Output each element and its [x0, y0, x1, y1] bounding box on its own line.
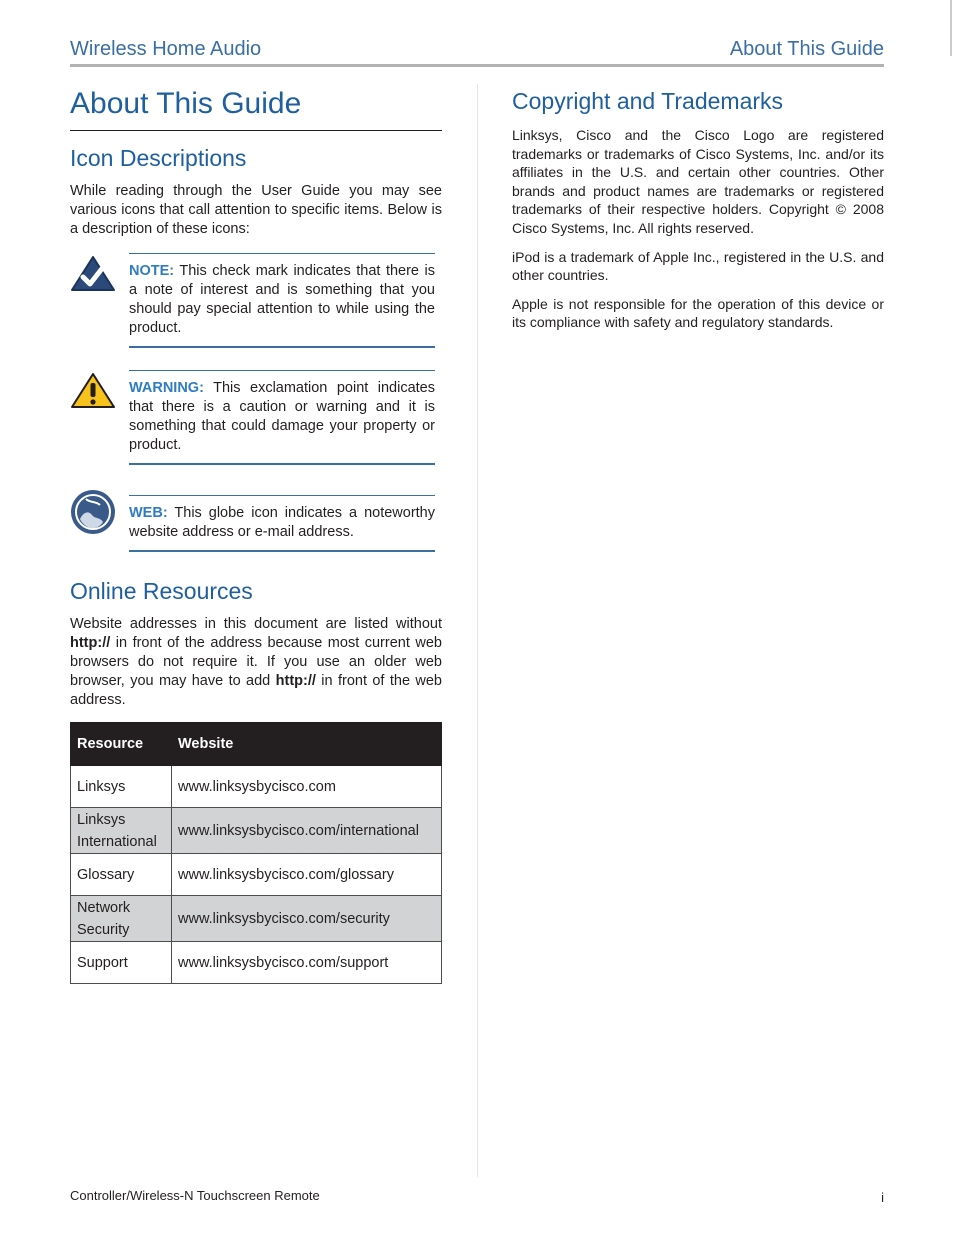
right-column [512, 86, 884, 332]
table-row [71, 942, 442, 984]
web-description: This globe icon indicates a noteworthy website address or e-mail address. [129, 505, 435, 540]
web-box [129, 495, 435, 552]
checkmark-icon [70, 255, 116, 293]
ipod-paragraph: iPod is a trademark of Apple Inc., registered in the U.S. and other countries. [512, 248, 884, 284]
website-cell: www.linksysbycisco.com/international [172, 808, 442, 854]
icon-descriptions-heading: Icon Descriptions [70, 145, 247, 171]
running-header-right: About This Guide [729, 38, 884, 60]
resource-cell: Glossary [71, 854, 172, 896]
website-cell: www.linksysbycisco.com/support [172, 942, 442, 984]
table-row [71, 854, 442, 896]
table-header-row [71, 723, 442, 766]
resource-cell: Network Security [71, 896, 172, 942]
footer-product-name: Controller/Wireless-N Touchscreen Remote [70, 1188, 320, 1203]
running-header-left: Wireless Home Audio [70, 38, 262, 60]
table-row [71, 808, 442, 854]
resource-cell: Linksys [71, 766, 172, 808]
header-website: Website [172, 723, 442, 766]
left-column [70, 86, 442, 984]
table-row [71, 896, 442, 942]
resource-cell: Linksys International [71, 808, 172, 854]
column-divider [477, 84, 478, 1177]
icon-descriptions-intro: While reading through the User Guide you may see various icons that call attention to specific items. Below is a description of these icons: [70, 183, 442, 237]
apple-paragraph: Apple is not responsible for the operation of this device or its compliance with safety and regulatory standards. [512, 295, 884, 331]
warning-description: This exclamation point indicates that there is a caution or warning and it is something that could damage your property or product. [129, 380, 435, 453]
online-resources-heading: Online Resources [70, 578, 253, 604]
header-rule [70, 64, 884, 67]
note-keyword: NOTE: [129, 263, 175, 279]
page-edge-mark [950, 0, 952, 56]
online-resources-text: Website addresses in this document are listed without http:// in front of the address because most current web browsers do not require it. If you use an older web browser, you may have to add http:// in front of the web address. [70, 616, 442, 708]
copyright-paragraph: Linksys, Cisco and the Cisco Logo are registered trademarks or trademarks of Cisco Systems, Inc. and/or its affiliates in the U.S. and certain other countries. Other brands and product names are trademarks or registered trademarks of their respective holders. Copyright © 2008 Cisco Systems, Inc. All rights reserved. [512, 127, 884, 236]
globe-icon [70, 489, 116, 535]
web-text [129, 504, 435, 542]
copyright-heading: Copyright and Trademarks [512, 88, 784, 114]
website-cell: www.linksysbycisco.com/security [172, 896, 442, 942]
warning-keyword: WARNING: [129, 380, 204, 396]
header-resource: Resource [71, 723, 172, 766]
title-rule [70, 130, 442, 131]
note-description: This check mark indicates that there is a note of interest and is something that you should pay special attention to while using the product. [129, 263, 435, 336]
note-text [129, 262, 435, 338]
website-cell: www.linksysbycisco.com [172, 766, 442, 808]
website-cell: www.linksysbycisco.com/glossary [172, 854, 442, 896]
page-title: About This Guide [70, 87, 302, 120]
web-block [70, 495, 442, 552]
warning-text [129, 379, 435, 455]
resources-table [70, 722, 442, 984]
page-number: i [881, 1190, 884, 1205]
warning-box [129, 370, 435, 465]
web-keyword: WEB: [129, 505, 168, 521]
note-box [129, 253, 435, 348]
note-block [70, 253, 442, 348]
resource-cell: Support [71, 942, 172, 984]
warning-block [70, 370, 442, 465]
warning-icon [70, 372, 116, 410]
table-row [71, 766, 442, 808]
